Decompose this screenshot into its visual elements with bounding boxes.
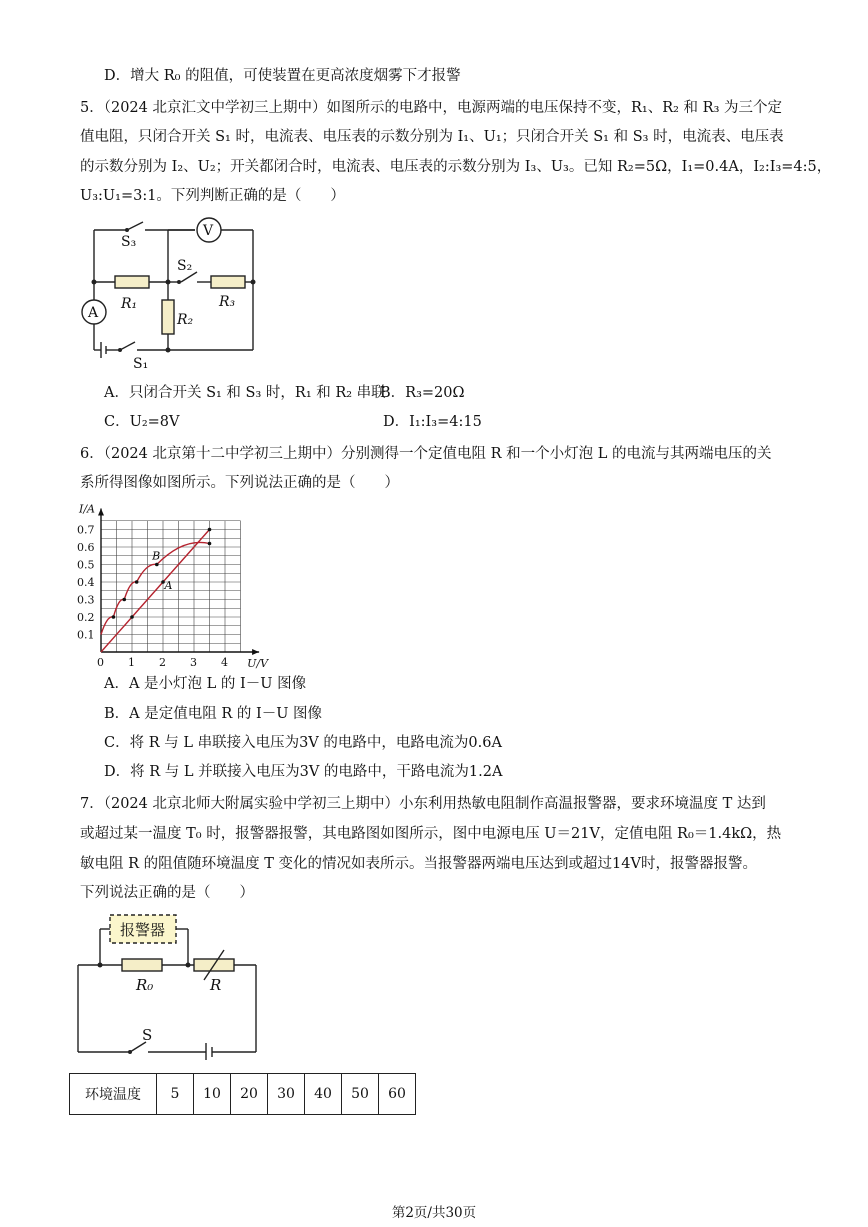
q7-alarm-circuit [70, 910, 270, 1060]
q6-text-line2: 系所得图像如图所示。下列说法正确的是（ ） [80, 475, 399, 491]
q5-text-line1: 5．（2024 北京汇文中学初三上期中）如图所示的电路中，电源两端的电压保持不变，R₁、R₂ 和 R₃ 为三个定 [80, 100, 783, 116]
q7-text-line4: 下列说法正确的是（ ） [80, 885, 254, 901]
series-label-b: B [152, 549, 161, 563]
q6-option-b: B．A 是定值电阻 R 的 I－U 图像 [104, 706, 323, 722]
iu-chart [75, 500, 275, 670]
y-axis-arrow [98, 509, 104, 516]
table-cell: 10 [194, 1074, 231, 1115]
table-cell: 40 [305, 1074, 342, 1115]
q4-option-d: D．增大 R₀ 的阻值，可使装置在更高浓度烟雾下才报警 [104, 68, 461, 84]
label-r2: R₂ [177, 312, 194, 328]
q5-option-d: D．I₁:I₃=4:15 [383, 414, 482, 430]
x-tick-label: 3 [190, 656, 197, 669]
q5-text-line2: 值电阻，只闭合开关 S₁ 时，电流表、电压表的示数分别为 I₁、U₁；只闭合开关 S₁ 和 S₃ 时，电流表、电压表 [80, 129, 784, 145]
y-tick-label: 0.5 [77, 558, 95, 572]
alarm-label: 报警器 [120, 921, 166, 939]
q5-text-line4: U₃:U₁=3:1。下列判断正确的是（ ） [80, 188, 345, 204]
table-cell: 50 [342, 1074, 379, 1115]
y-tick-label: 0.3 [77, 593, 95, 607]
page-footer: 第2页/共30页 [391, 1205, 477, 1221]
q5-option-a: A．只闭合开关 S₁ 和 S₃ 时，R₁ 和 R₂ 串联 [104, 385, 386, 401]
data-point [208, 542, 212, 546]
data-point [155, 563, 159, 567]
label-r: R [210, 976, 222, 994]
voltmeter-label: V [203, 223, 214, 239]
q7-text-line2: 或超过某一温度 T₀ 时，报警器报警，其电路图如图所示，图中电源电压 U＝21V，定值电阻 R₀＝1.4kΩ，热 [80, 826, 782, 842]
x-axis-arrow [252, 649, 259, 655]
x-axis-label: U/V [247, 657, 269, 670]
q5-option-c: C．U₂=8V [104, 414, 180, 430]
y-axis-label: I/A [79, 502, 95, 516]
y-tick-label: 0.1 [77, 628, 95, 642]
y-tick-label: 0.2 [77, 611, 95, 624]
q6-option-c: C．将 R 与 L 串联接入电压为3V 的电路中，电路电流为0.6A [104, 735, 502, 751]
table-cell: 30 [268, 1074, 305, 1115]
data-point [208, 528, 212, 532]
q6-text-line1: 6．（2024 北京第十二中学初三上期中）分别测得一个定值电阻 R 和一个小灯泡 L 的电流与其两端电压的关 [80, 446, 772, 462]
label-s1: S₁ [133, 356, 149, 372]
label-r0: R₀ [136, 976, 154, 994]
data-point [122, 598, 126, 602]
x-tick-label: 0 [97, 656, 104, 669]
table-header-cell: 环境温度 [70, 1074, 157, 1115]
q5-circuit-diagram [75, 212, 265, 372]
table-row [70, 1074, 416, 1115]
q5-text-line3: 的示数分别为 I₂、U₂；开关都闭合时，电流表、电压表的示数分别为 I₃、U₃。已知 R₂=5Ω，I₁=0.4A，I₂:I₃=4:5， [80, 159, 832, 175]
temperature-table [69, 1073, 416, 1115]
table-cell: 20 [231, 1074, 268, 1115]
y-tick-label: 0.7 [77, 523, 95, 537]
label-s2: S₂ [177, 258, 193, 274]
y-tick-label: 0.6 [77, 541, 95, 554]
y-tick-label: 0.4 [77, 576, 95, 589]
q6-option-d: D．将 R 与 L 并联接入电压为3V 的电路中，干路电流为1.2A [104, 764, 503, 780]
data-point [112, 615, 116, 619]
q7-text-line1: 7．（2024 北京北师大附属实验中学初三上期中）小东利用热敏电阻制作高温报警器，要求环境温度 T 达到 [80, 796, 766, 812]
table-cell: 60 [379, 1074, 416, 1115]
table-cell: 5 [157, 1074, 194, 1115]
label-s: S [142, 1026, 153, 1044]
q6-option-a: A．A 是小灯泡 L 的 I－U 图像 [104, 676, 307, 692]
ammeter-label: A [88, 305, 99, 321]
q7-text-line3: 敏电阻 R 的阻值随环境温度 T 变化的情况如表所示。当报警器两端电压达到或超过14V时，报警器报警。 [80, 856, 757, 872]
series-label-a: A [164, 579, 173, 592]
x-tick-label: 1 [128, 656, 135, 669]
label-s3: S₃ [121, 234, 137, 250]
label-r3: R₃ [219, 294, 236, 310]
x-tick-label: 2 [159, 656, 166, 669]
data-point [130, 615, 134, 619]
x-tick-label: 4 [221, 656, 228, 669]
label-r1: R₁ [121, 296, 138, 312]
q5-option-b: B．R₃=20Ω [380, 385, 465, 401]
data-point [135, 580, 139, 584]
